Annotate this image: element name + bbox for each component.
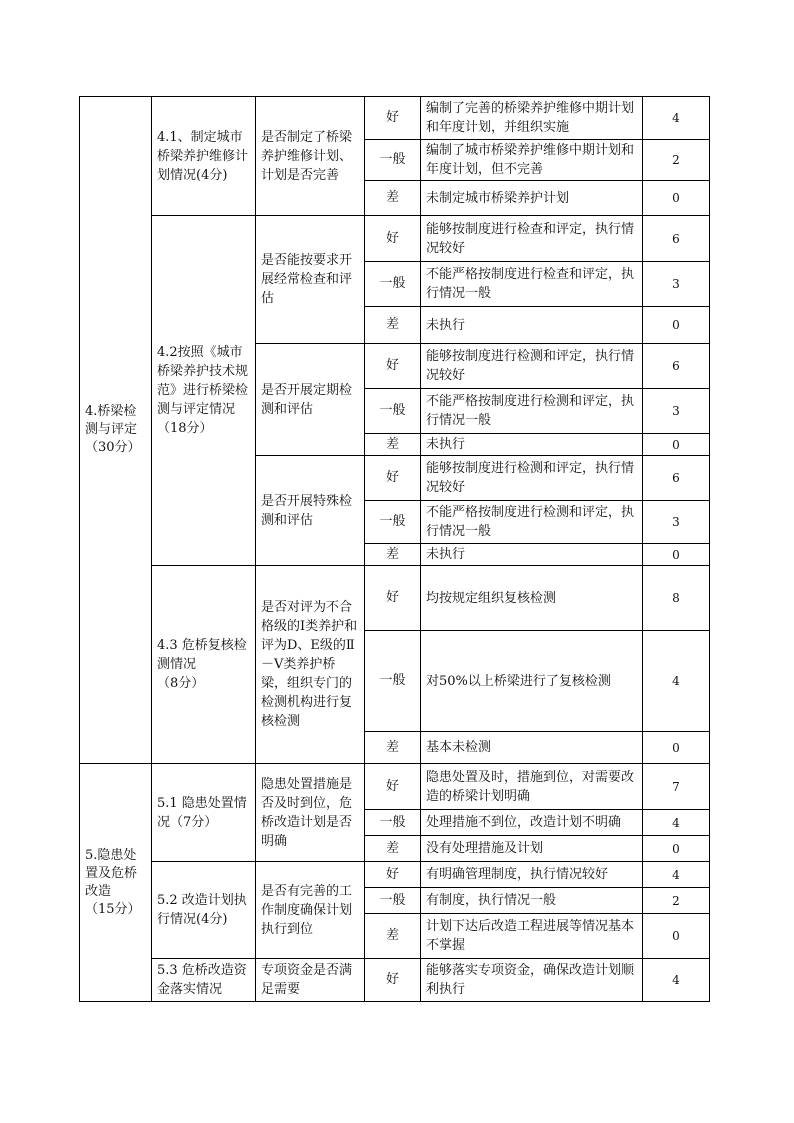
score-cell: 2 (643, 888, 710, 914)
score-cell: 6 (643, 216, 710, 262)
standard-cell: 不能严格按制度进行检测和评定，执行情况一般 (421, 501, 643, 544)
table-row (80, 97, 710, 140)
criteria-cell: 是否开展特殊检测和评估 (256, 456, 365, 566)
score-cell: 0 (643, 836, 710, 862)
standard-cell: 基本未检测 (421, 732, 643, 764)
score-cell: 0 (643, 434, 710, 456)
standard-cell: 计划下达后改造工程进展等情况基本不掌握 (421, 914, 643, 959)
score-cell: 0 (643, 914, 710, 959)
score-cell: 3 (643, 262, 710, 307)
score-cell: 8 (643, 566, 710, 631)
grade-cell: 差 (365, 732, 421, 764)
grade-cell: 差 (365, 836, 421, 862)
standard-cell: 有制度，执行情况一般 (421, 888, 643, 914)
standard-cell: 能够按制度进行检测和评定，执行情况较好 (421, 456, 643, 501)
standard-cell: 有明确管理制度，执行情况较好 (421, 862, 643, 888)
table-row (80, 862, 710, 888)
criteria-cell: 隐患处置措施是否及时到位，危桥改造计划是否明确 (256, 764, 365, 862)
score-cell: 4 (643, 97, 710, 140)
table-row (80, 959, 710, 1002)
grade-cell: 一般 (365, 140, 421, 181)
standard-cell: 未制定城市桥梁养护计划 (421, 181, 643, 216)
criteria-cell: 是否对评为不合格级的Ⅰ类养护和评为D、E级的Ⅱ－Ⅴ类养护桥梁，组织专门的检测机构进行复核检测 (256, 566, 365, 764)
grade-cell: 差 (365, 181, 421, 216)
criteria-cell: 是否有完善的工作制度确保计划执行到位 (256, 862, 365, 959)
subcategory-cell: 5.3 危桥改造资金落实情况 (152, 959, 256, 1002)
table-row (80, 566, 710, 631)
grade-cell: 一般 (365, 631, 421, 732)
standard-cell: 未执行 (421, 544, 643, 566)
grade-cell: 好 (365, 216, 421, 262)
score-cell: 7 (643, 764, 710, 810)
score-cell: 4 (643, 862, 710, 888)
standard-cell: 未执行 (421, 434, 643, 456)
grade-cell: 好 (365, 97, 421, 140)
standard-cell: 对50%以上桥梁进行了复核检测 (421, 631, 643, 732)
subcategory-cell: 5.1 隐患处置情况（7分） (152, 764, 256, 862)
grade-cell: 一般 (365, 888, 421, 914)
evaluation-table (79, 96, 710, 1002)
score-cell: 6 (643, 456, 710, 501)
grade-cell: 差 (365, 914, 421, 959)
grade-cell: 差 (365, 307, 421, 344)
grade-cell: 好 (365, 566, 421, 631)
table-row (80, 764, 710, 810)
grade-cell: 一般 (365, 262, 421, 307)
grade-cell: 好 (365, 344, 421, 389)
subcategory-cell: 4.3 危桥复核检测情况 （8分） (152, 566, 256, 764)
table-row (80, 216, 710, 262)
criteria-cell: 是否开展定期检测和评估 (256, 344, 365, 456)
score-cell: 3 (643, 501, 710, 544)
score-cell: 4 (643, 631, 710, 732)
criteria-cell: 是否制定了桥梁养护维修计划、计划是否完善 (256, 97, 365, 216)
criteria-cell: 是否能按要求开展经常检查和评估 (256, 216, 365, 344)
standard-cell: 能够按制度进行检测和评定，执行情况较好 (421, 344, 643, 389)
grade-cell: 好 (365, 456, 421, 501)
subcategory-cell: 5.2 改造计划执行情况(4分) (152, 862, 256, 959)
score-cell: 0 (643, 181, 710, 216)
grade-cell: 差 (365, 544, 421, 566)
grade-cell: 一般 (365, 389, 421, 434)
category-cell: 4.桥梁检测与评定 （30分） (80, 97, 152, 764)
standard-cell: 未执行 (421, 307, 643, 344)
category-cell: 5.隐患处置及危桥改造 （15分） (80, 764, 152, 1002)
standard-cell: 隐患处置及时，措施到位，对需要改造的桥梁计划明确 (421, 764, 643, 810)
standard-cell: 编制了完善的桥梁养护维修中期计划和年度计划，并组织实施 (421, 97, 643, 140)
standard-cell: 能够按制度进行检查和评定，执行情况较好 (421, 216, 643, 262)
grade-cell: 好 (365, 764, 421, 810)
standard-cell: 能够落实专项资金，确保改造计划顺利执行 (421, 959, 643, 1002)
grade-cell: 好 (365, 959, 421, 1002)
standard-cell: 不能严格按制度进行检查和评定，执行情况一般 (421, 262, 643, 307)
score-cell: 0 (643, 307, 710, 344)
score-cell: 4 (643, 959, 710, 1002)
standard-cell: 编制了城市桥梁养护维修中期计划和年度计划，但不完善 (421, 140, 643, 181)
standard-cell: 不能严格按制度进行检测和评定，执行情况一般 (421, 389, 643, 434)
standard-cell: 没有处理措施及计划 (421, 836, 643, 862)
grade-cell: 一般 (365, 501, 421, 544)
standard-cell: 处理措施不到位，改造计划不明确 (421, 810, 643, 836)
grade-cell: 好 (365, 862, 421, 888)
grade-cell: 差 (365, 434, 421, 456)
score-cell: 4 (643, 810, 710, 836)
score-cell: 3 (643, 389, 710, 434)
score-cell: 0 (643, 732, 710, 764)
standard-cell: 均按规定组织复核检测 (421, 566, 643, 631)
score-cell: 2 (643, 140, 710, 181)
grade-cell: 一般 (365, 810, 421, 836)
subcategory-cell: 4.2按照《城市桥梁养护技术规范》进行桥梁检测与评定情况 （18分） (152, 216, 256, 566)
criteria-cell: 专项资金是否满足需要 (256, 959, 365, 1002)
subcategory-cell: 4.1、制定城市桥梁养护维修计划情况(4分) (152, 97, 256, 216)
score-cell: 0 (643, 544, 710, 566)
score-cell: 6 (643, 344, 710, 389)
